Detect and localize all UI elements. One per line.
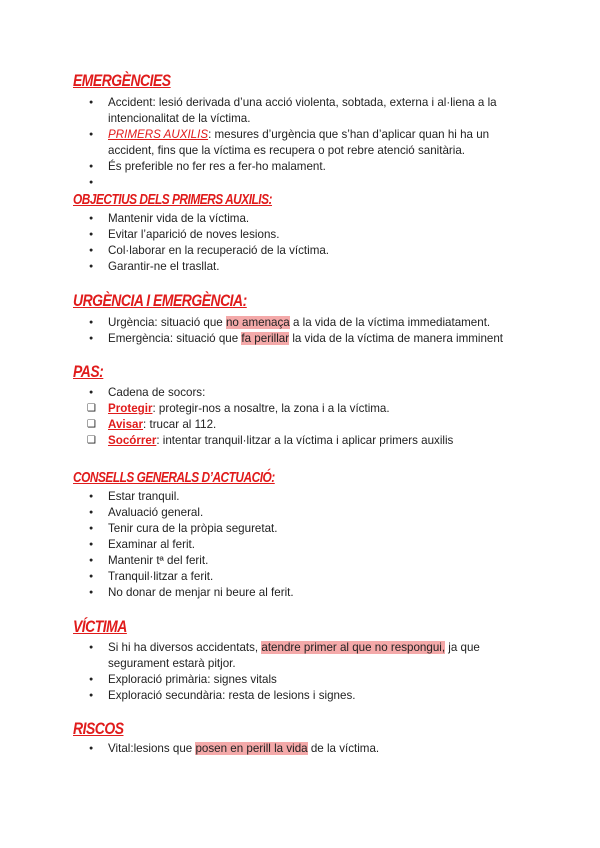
highlight: atendre primer al que no respongui, — [261, 641, 446, 654]
list-item: ● Tenir cura de la pròpia seguretat. — [0, 521, 503, 537]
list-consells — [0, 489, 503, 601]
list-item: ● Estar tranquil. — [0, 489, 503, 505]
list-item: ● És preferible no fer res a fer-ho malament. — [0, 159, 503, 175]
heading-victima: VÍCTIMA — [73, 617, 127, 636]
list-item: ● Exploració primària: signes vitals — [0, 672, 503, 688]
term-primers-auxilis: PRIMERS AUXILIS — [108, 128, 209, 141]
list-item: ❑ Socórrer: intentar tranquil·litzar a la víctima i aplicar primers auxilis — [0, 433, 503, 449]
list-item: ● Cadena de socors: — [0, 385, 503, 401]
list-item: ❑ Protegir: protegir-nos a nosaltre, la zona i a la víctima. — [0, 401, 503, 417]
highlight: fa perillar — [241, 332, 290, 345]
term-socorrer: Socórrer — [108, 434, 157, 447]
list-pas — [0, 385, 503, 449]
list-item: ● Garantir-ne el trasllat. — [0, 259, 503, 275]
heading-emergencies: EMERGÈNCIES — [73, 71, 171, 90]
list-urgencia — [0, 315, 503, 347]
list-item: ● Col·laborar en la recuperació de la víctima. — [0, 243, 503, 259]
heading-consells: CONSELLS GENERALS D’ACTUACIÓ: — [73, 470, 275, 486]
term-protegir: Protegir — [108, 402, 153, 415]
list-objectius — [0, 211, 503, 275]
list-item: ● No donar de menjar ni beure al ferit. — [0, 585, 503, 601]
list-item: ● Evitar l’aparició de noves lesions. — [0, 227, 503, 243]
list-item: ● Urgència: situació que no amenaça a la vida de la víctima immediatament. — [0, 315, 503, 331]
heading-pas: PAS: — [73, 362, 104, 381]
list-item: ● Examinar al ferit. — [0, 537, 503, 553]
list-item: ● Vital:lesions que posen en perill la vida de la víctima. — [0, 741, 503, 757]
highlight: posen en perill la vida — [195, 742, 308, 755]
list-victima — [0, 640, 503, 704]
highlight: no amenaça — [225, 316, 290, 329]
list-item: ● Si hi ha diversos accidentats, atendre primer al que no respongui, ja que segurament estarà pitjor. — [0, 640, 503, 672]
list-item: ● PRIMERS AUXILIS: mesures d’urgència que s’han d’aplicar quan hi ha un accident, fins que la víctima es recupera o pot rebre atenció sanitària. — [0, 127, 503, 159]
list-item: ● Mantenir vida de la víctima. — [0, 211, 503, 227]
list-item: ● Accident: lesió derivada d’una acció violenta, sobtada, externa i al·liena a la intencionalitat de la víctima. — [0, 95, 503, 127]
list-emergencies — [0, 95, 503, 175]
list-item: ● Tranquil·litzar a ferit. — [0, 569, 503, 585]
heading-urgencia: URGÈNCIA I EMERGÈNCIA: — [73, 291, 247, 310]
list-riscos — [0, 741, 503, 757]
list-item: ● Avaluació general. — [0, 505, 503, 521]
heading-riscos: RISCOS — [73, 719, 124, 738]
heading-objectius: OBJECTIUS DELS PRIMERS AUXILIS: — [73, 192, 273, 208]
list-item: ● Emergència: situació que fa perillar la vida de la víctima de manera imminent — [0, 331, 503, 347]
list-item: ● Mantenir tª del ferit. — [0, 553, 503, 569]
term-avisar: Avisar — [108, 418, 144, 431]
list-item: ❑ Avisar: trucar al 112. — [0, 417, 503, 433]
list-item: ● Exploració secundària: resta de lesions i signes. — [0, 688, 503, 704]
